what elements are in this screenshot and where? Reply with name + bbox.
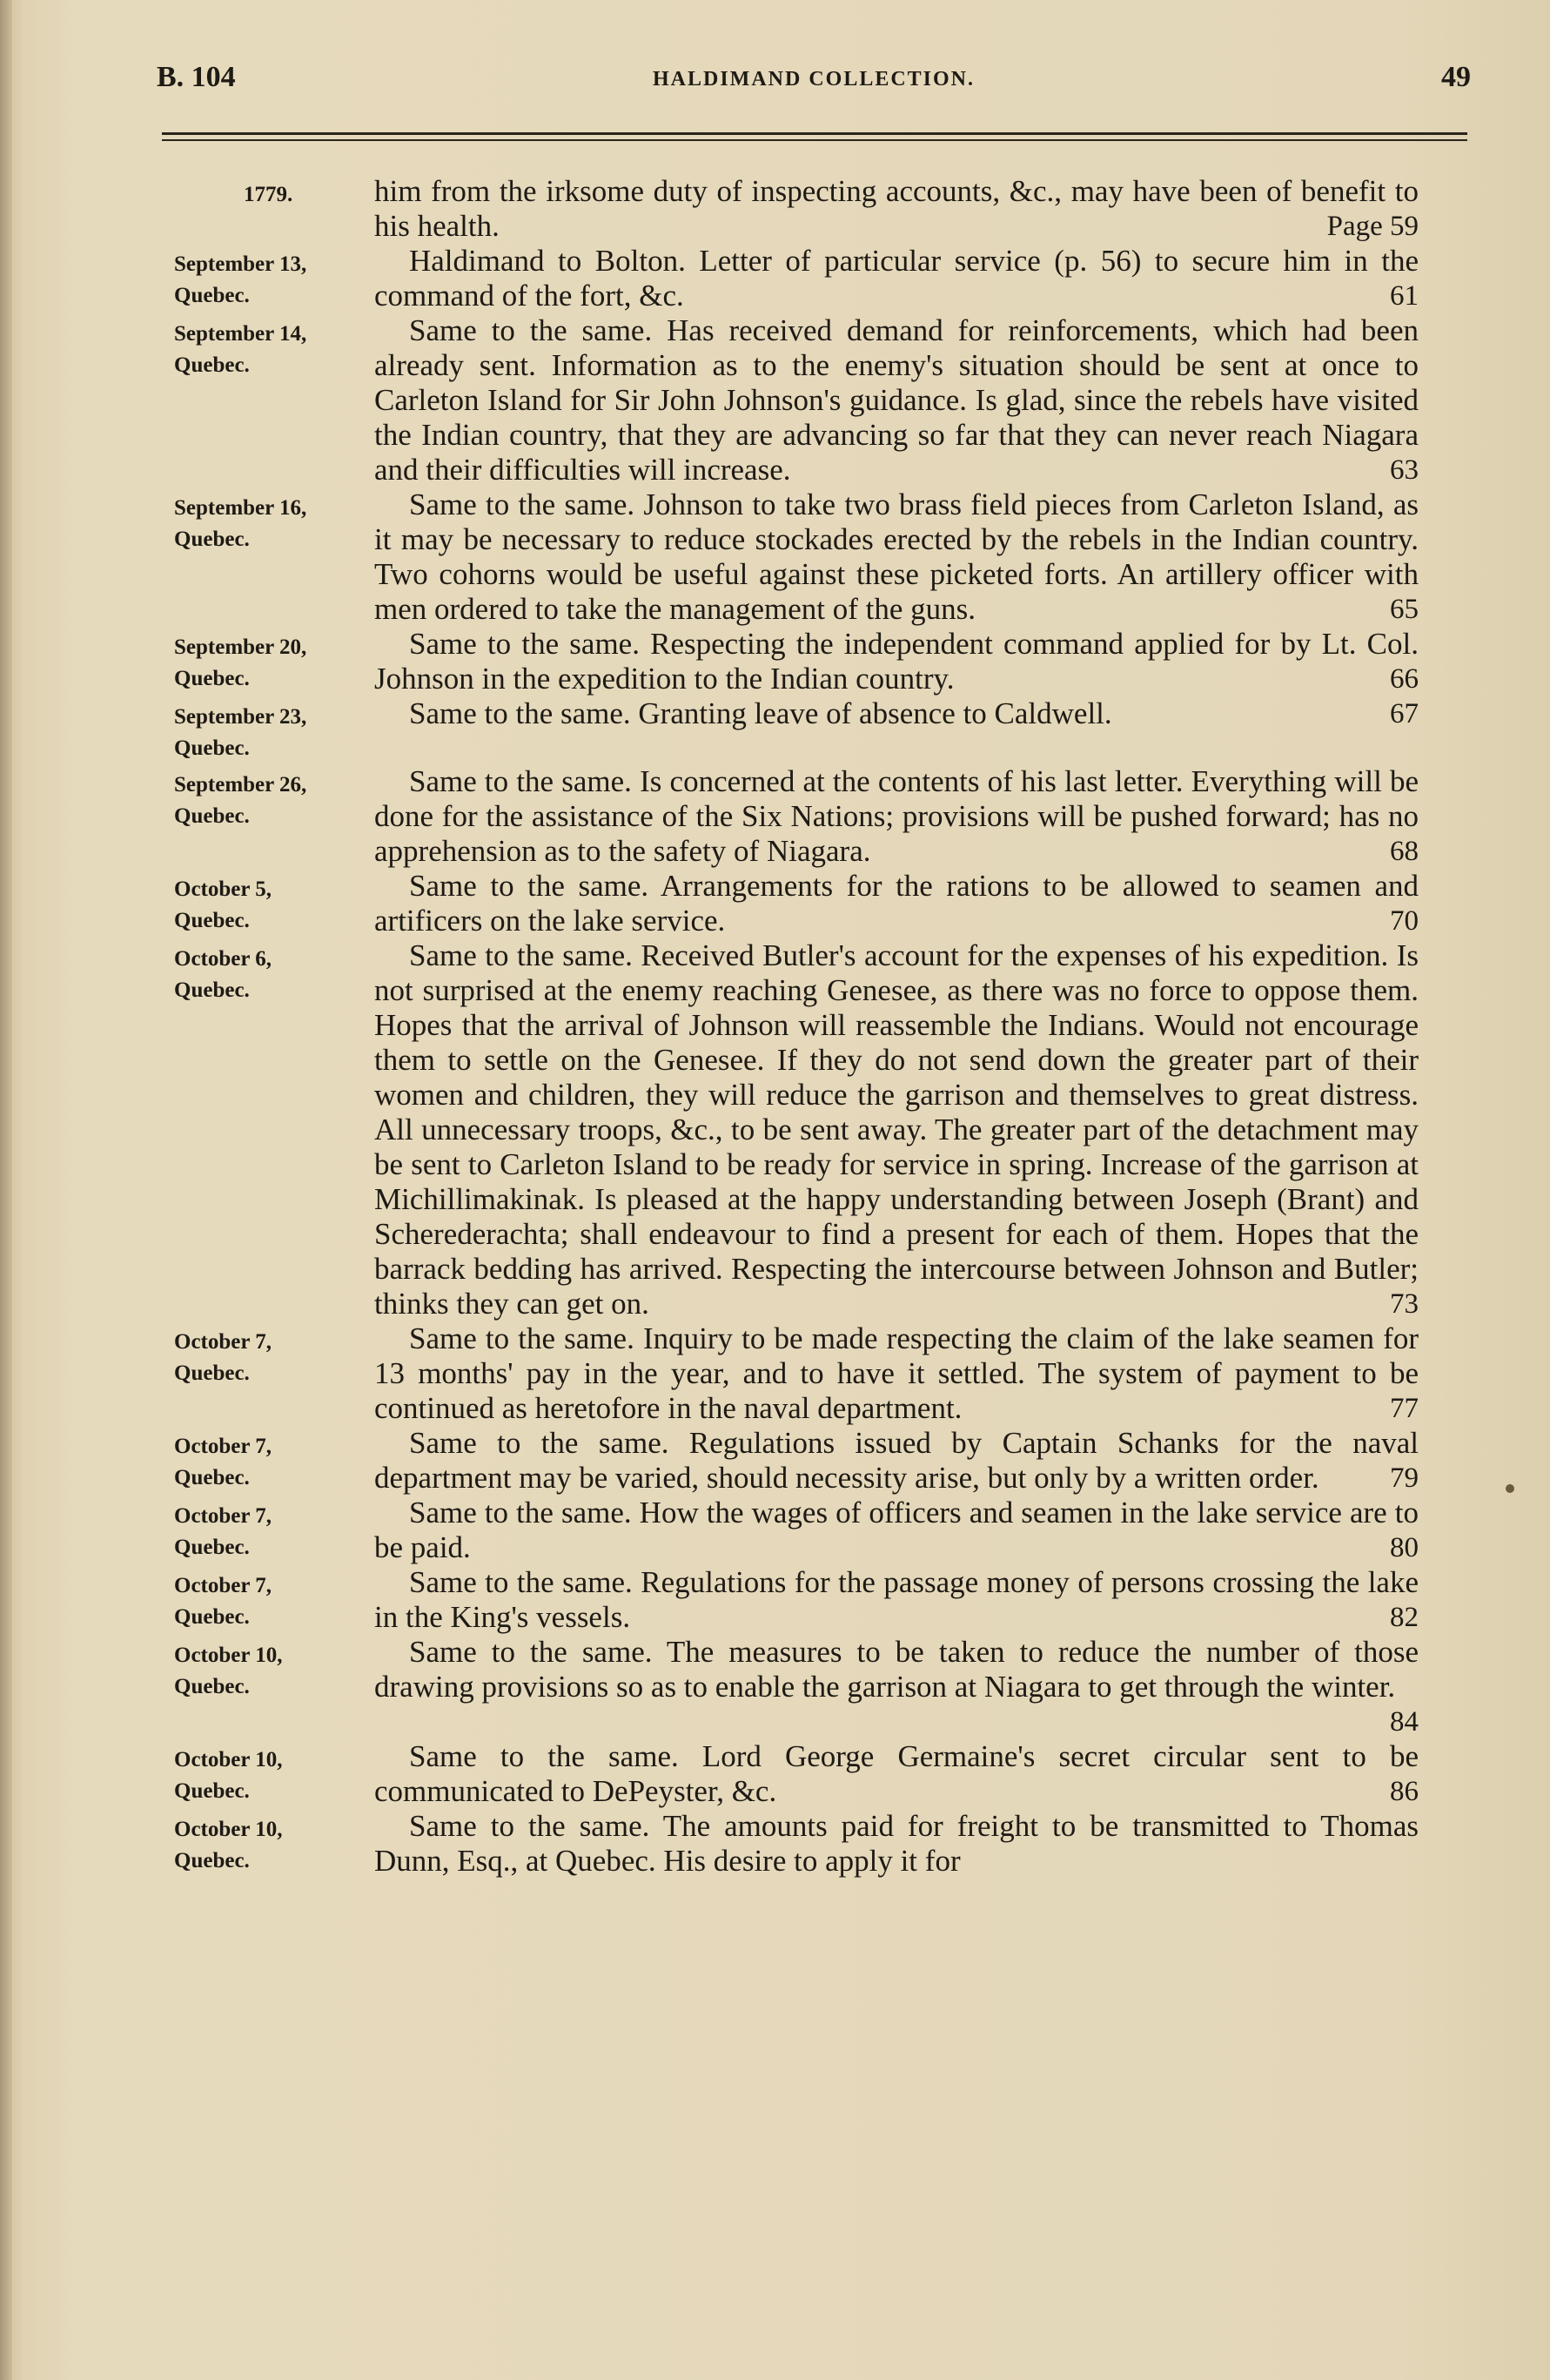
entry	[174, 487, 1427, 627]
entry	[174, 313, 1427, 487]
entry-text-column	[374, 1635, 1419, 1739]
entry-text: Same to the same. Has received demand for reinforcements, which had been already sent. Information as to the enemy's situation should be sent at once to Carleton Island for Sir John Johnson's guidance. Is glad, since the rebels have visited the Indian country, that they are advancing so far that they can never reach Niagara and their difficulties will increase.	[374, 313, 1419, 487]
entry-page-ref: 82	[1390, 1602, 1419, 1633]
entry-date: September 20,	[174, 635, 307, 659]
entry-date: October 10,	[174, 1818, 283, 1841]
entry	[174, 1496, 1427, 1565]
entry-text-column	[374, 764, 1419, 869]
entry-text: Same to the same. Inquiry to be made respecting the claim of the lake seamen for 13 months' pay in the year, and to have it settled. The system of payment to be continued as heretofore in the naval department.	[374, 1321, 1419, 1425]
entry-text-column	[374, 696, 1419, 764]
entry-date-column	[174, 1426, 374, 1496]
entry-date-column	[174, 1739, 374, 1809]
entry-place: Quebec.	[174, 1605, 250, 1629]
entry-date-column	[174, 764, 374, 869]
entry-page-ref: 68	[1390, 836, 1419, 867]
entry-date: September 16,	[174, 496, 307, 520]
entry-date-column	[174, 627, 374, 696]
entry-date: October 5,	[174, 877, 272, 901]
entry-text-column	[374, 938, 1419, 1321]
entry-place: Quebec.	[174, 909, 250, 932]
entry-place: Quebec.	[174, 353, 250, 377]
entry	[174, 1321, 1427, 1426]
entry-year: 1779.	[244, 183, 293, 206]
entry-text: Same to the same. Is concerned at the contents of his last letter. Everything will be done for the assistance of the Six Nations; provisions will be pushed forward; has no apprehension as to the safety of Niagara.	[374, 764, 1419, 868]
entry-page-ref: 65	[1390, 594, 1419, 625]
entry-date-column	[174, 174, 374, 244]
entry-text: Same to the same. Respecting the independent command applied for by Lt. Col. Johnson in the expedition to the Indian country.	[374, 627, 1419, 696]
entry	[174, 1426, 1427, 1496]
entry-place: Quebec.	[174, 528, 250, 551]
entry-text: Same to the same. Regulations for the passage money of persons crossing the lake in the King's vessels.	[374, 1565, 1419, 1634]
entry-date-column	[174, 1565, 374, 1635]
entry-page-ref: 80	[1390, 1532, 1419, 1563]
entry	[174, 696, 1427, 764]
entry-text-column	[374, 1565, 1419, 1635]
page-header	[157, 57, 1471, 110]
entry-place: Quebec.	[174, 1849, 250, 1872]
entry-text: Same to the same. Johnson to take two brass field pieces from Carleton Island, as it may be necessary to reduce stockades erected by the rebels in the Indian country. Two cohorns would be useful against these picketed forts. An artillery officer with men ordered to take the management of the guns.	[374, 487, 1419, 626]
entry-page-ref: 61	[1390, 280, 1419, 312]
entry-place: Quebec.	[174, 978, 250, 1002]
collection-title: HALDIMAND COLLECTION.	[652, 68, 976, 91]
entry-date-column	[174, 938, 374, 1321]
entry-page-ref: 73	[1390, 1288, 1419, 1320]
entry-place: Quebec.	[174, 804, 250, 828]
entry-page-ref: 67	[1390, 698, 1419, 729]
entry-place: Quebec.	[174, 1361, 250, 1385]
entry-text: him from the irksome duty of inspecting accounts, &c., may have been of benefit to his health.	[374, 174, 1419, 243]
entry-place: Quebec.	[174, 1779, 250, 1803]
entry-date: October 7,	[174, 1435, 272, 1458]
entry-place: Quebec.	[174, 1536, 250, 1559]
entry-text: Haldimand to Bolton. Letter of particular service (p. 56) to secure him in the command of the fort, &c.	[374, 244, 1419, 313]
entry-text-column	[374, 1321, 1419, 1426]
entry-text-column	[374, 869, 1419, 938]
entry-date-column	[174, 1635, 374, 1739]
entry-text-column	[374, 244, 1419, 313]
volume-reference: B. 104	[157, 61, 236, 93]
entry	[174, 1565, 1427, 1635]
entry	[174, 244, 1427, 313]
entry-page-ref: 63	[1390, 454, 1419, 486]
entry	[174, 1739, 1427, 1809]
entry-date: October 10,	[174, 1644, 283, 1667]
entry	[174, 1635, 1427, 1739]
entry-date: October 6,	[174, 947, 272, 971]
entry-place: Quebec.	[174, 736, 250, 760]
entry-text: Same to the same. Granting leave of absence to Caldwell.	[409, 696, 1112, 730]
entry-date-column	[174, 244, 374, 313]
entry-page-ref: Page 59	[1326, 211, 1419, 242]
entry-page-ref: 86	[1390, 1776, 1419, 1807]
entry-text: Same to the same. Lord George Germaine's secret circular sent to be communicated to DePeyster, &c.	[374, 1739, 1419, 1808]
entry-date-column	[174, 696, 374, 764]
paper-blemish	[1506, 1484, 1514, 1493]
entry-text: Same to the same. The amounts paid for freight to be transmitted to Thomas Dunn, Esq., at Quebec. His desire to apply it for	[374, 1809, 1419, 1878]
page-number: 49	[1441, 61, 1471, 93]
entry-date-column	[174, 1809, 374, 1879]
entry-date: October 10,	[174, 1748, 283, 1772]
entry-date-column	[174, 869, 374, 938]
entry	[174, 627, 1427, 696]
entry-date: September 14,	[174, 322, 307, 346]
entry-page-ref: 70	[1390, 905, 1419, 937]
entry-text-column	[374, 313, 1419, 487]
book-spine-edge	[0, 0, 12, 2380]
entry-date: September 13,	[174, 252, 307, 276]
entry-place: Quebec.	[174, 1675, 250, 1698]
entry	[174, 938, 1427, 1321]
entry-date-column	[174, 487, 374, 627]
entry-place: Quebec.	[174, 1466, 250, 1489]
entry-date: October 7,	[174, 1330, 272, 1354]
header-rule-thick	[162, 132, 1467, 135]
entry-text-column	[374, 487, 1419, 627]
entry-text: Same to the same. Arrangements for the rations to be allowed to seamen and artificers on the lake service.	[374, 869, 1419, 938]
entry-date-column	[174, 1321, 374, 1426]
entry-place: Quebec.	[174, 284, 250, 307]
entry-date: October 7,	[174, 1504, 272, 1528]
entry-date-column	[174, 1496, 374, 1565]
entry-date-column	[174, 313, 374, 487]
entry-continuation	[174, 174, 1427, 244]
entry-date: September 23,	[174, 705, 307, 729]
entry-text: Same to the same. Regulations issued by Captain Schanks for the naval department may be varied, should necessity arise, but only by a written order.	[374, 1426, 1419, 1495]
entry	[174, 869, 1427, 938]
entry-text: Same to the same. The measures to be taken to reduce the number of those drawing provisions so as to enable the garrison at Niagara to get through the winter.	[374, 1635, 1419, 1704]
entry-page-ref: 84	[1390, 1706, 1419, 1738]
calendar-entries	[174, 174, 1427, 1879]
entry-page-ref: 77	[1390, 1393, 1419, 1424]
entry	[174, 764, 1427, 869]
entry-place: Quebec.	[174, 667, 250, 690]
entry-text-column	[374, 1739, 1419, 1809]
entry-text-column	[374, 1809, 1419, 1879]
entry	[174, 1809, 1427, 1879]
entry-date: September 26,	[174, 773, 307, 797]
entry-text: Same to the same. How the wages of officers and seamen in the lake service are to be paid.	[374, 1496, 1419, 1564]
entry-page-ref: 79	[1390, 1462, 1419, 1494]
entry-text-column	[374, 627, 1419, 696]
header-rule-thin	[162, 139, 1467, 141]
entry-text: Same to the same. Received Butler's account for the expenses of his expedition. Is not surprised at the enemy reaching Genesee, as there was no force to oppose them. Hopes that the arrival of Johnson will reassemble the Indians. Would not encourage them to settle on the Genesee. If they do not send down the greater part of their women and children, they will reduce the garrison and themselves to great distress. All unnecessary troops, &c., to be sent away. The greater part of the detachment may be sent to Carleton Island to be ready for service in spring. Increase of the garrison at Michillimakinak. Is pleased at the happy understanding between Joseph (Brant) and Scherederachta; shall endeavour to find a present for each of them. Hopes that the barrack bedding has arrived. Respecting the intercourse between Johnson and Butler; thinks they can get on.	[374, 938, 1419, 1321]
entry-text-column	[374, 1426, 1419, 1496]
entry-page-ref: 66	[1390, 663, 1419, 695]
entry-text-column	[374, 174, 1419, 244]
entry-date: October 7,	[174, 1574, 272, 1597]
entry-text-column	[374, 1496, 1419, 1565]
